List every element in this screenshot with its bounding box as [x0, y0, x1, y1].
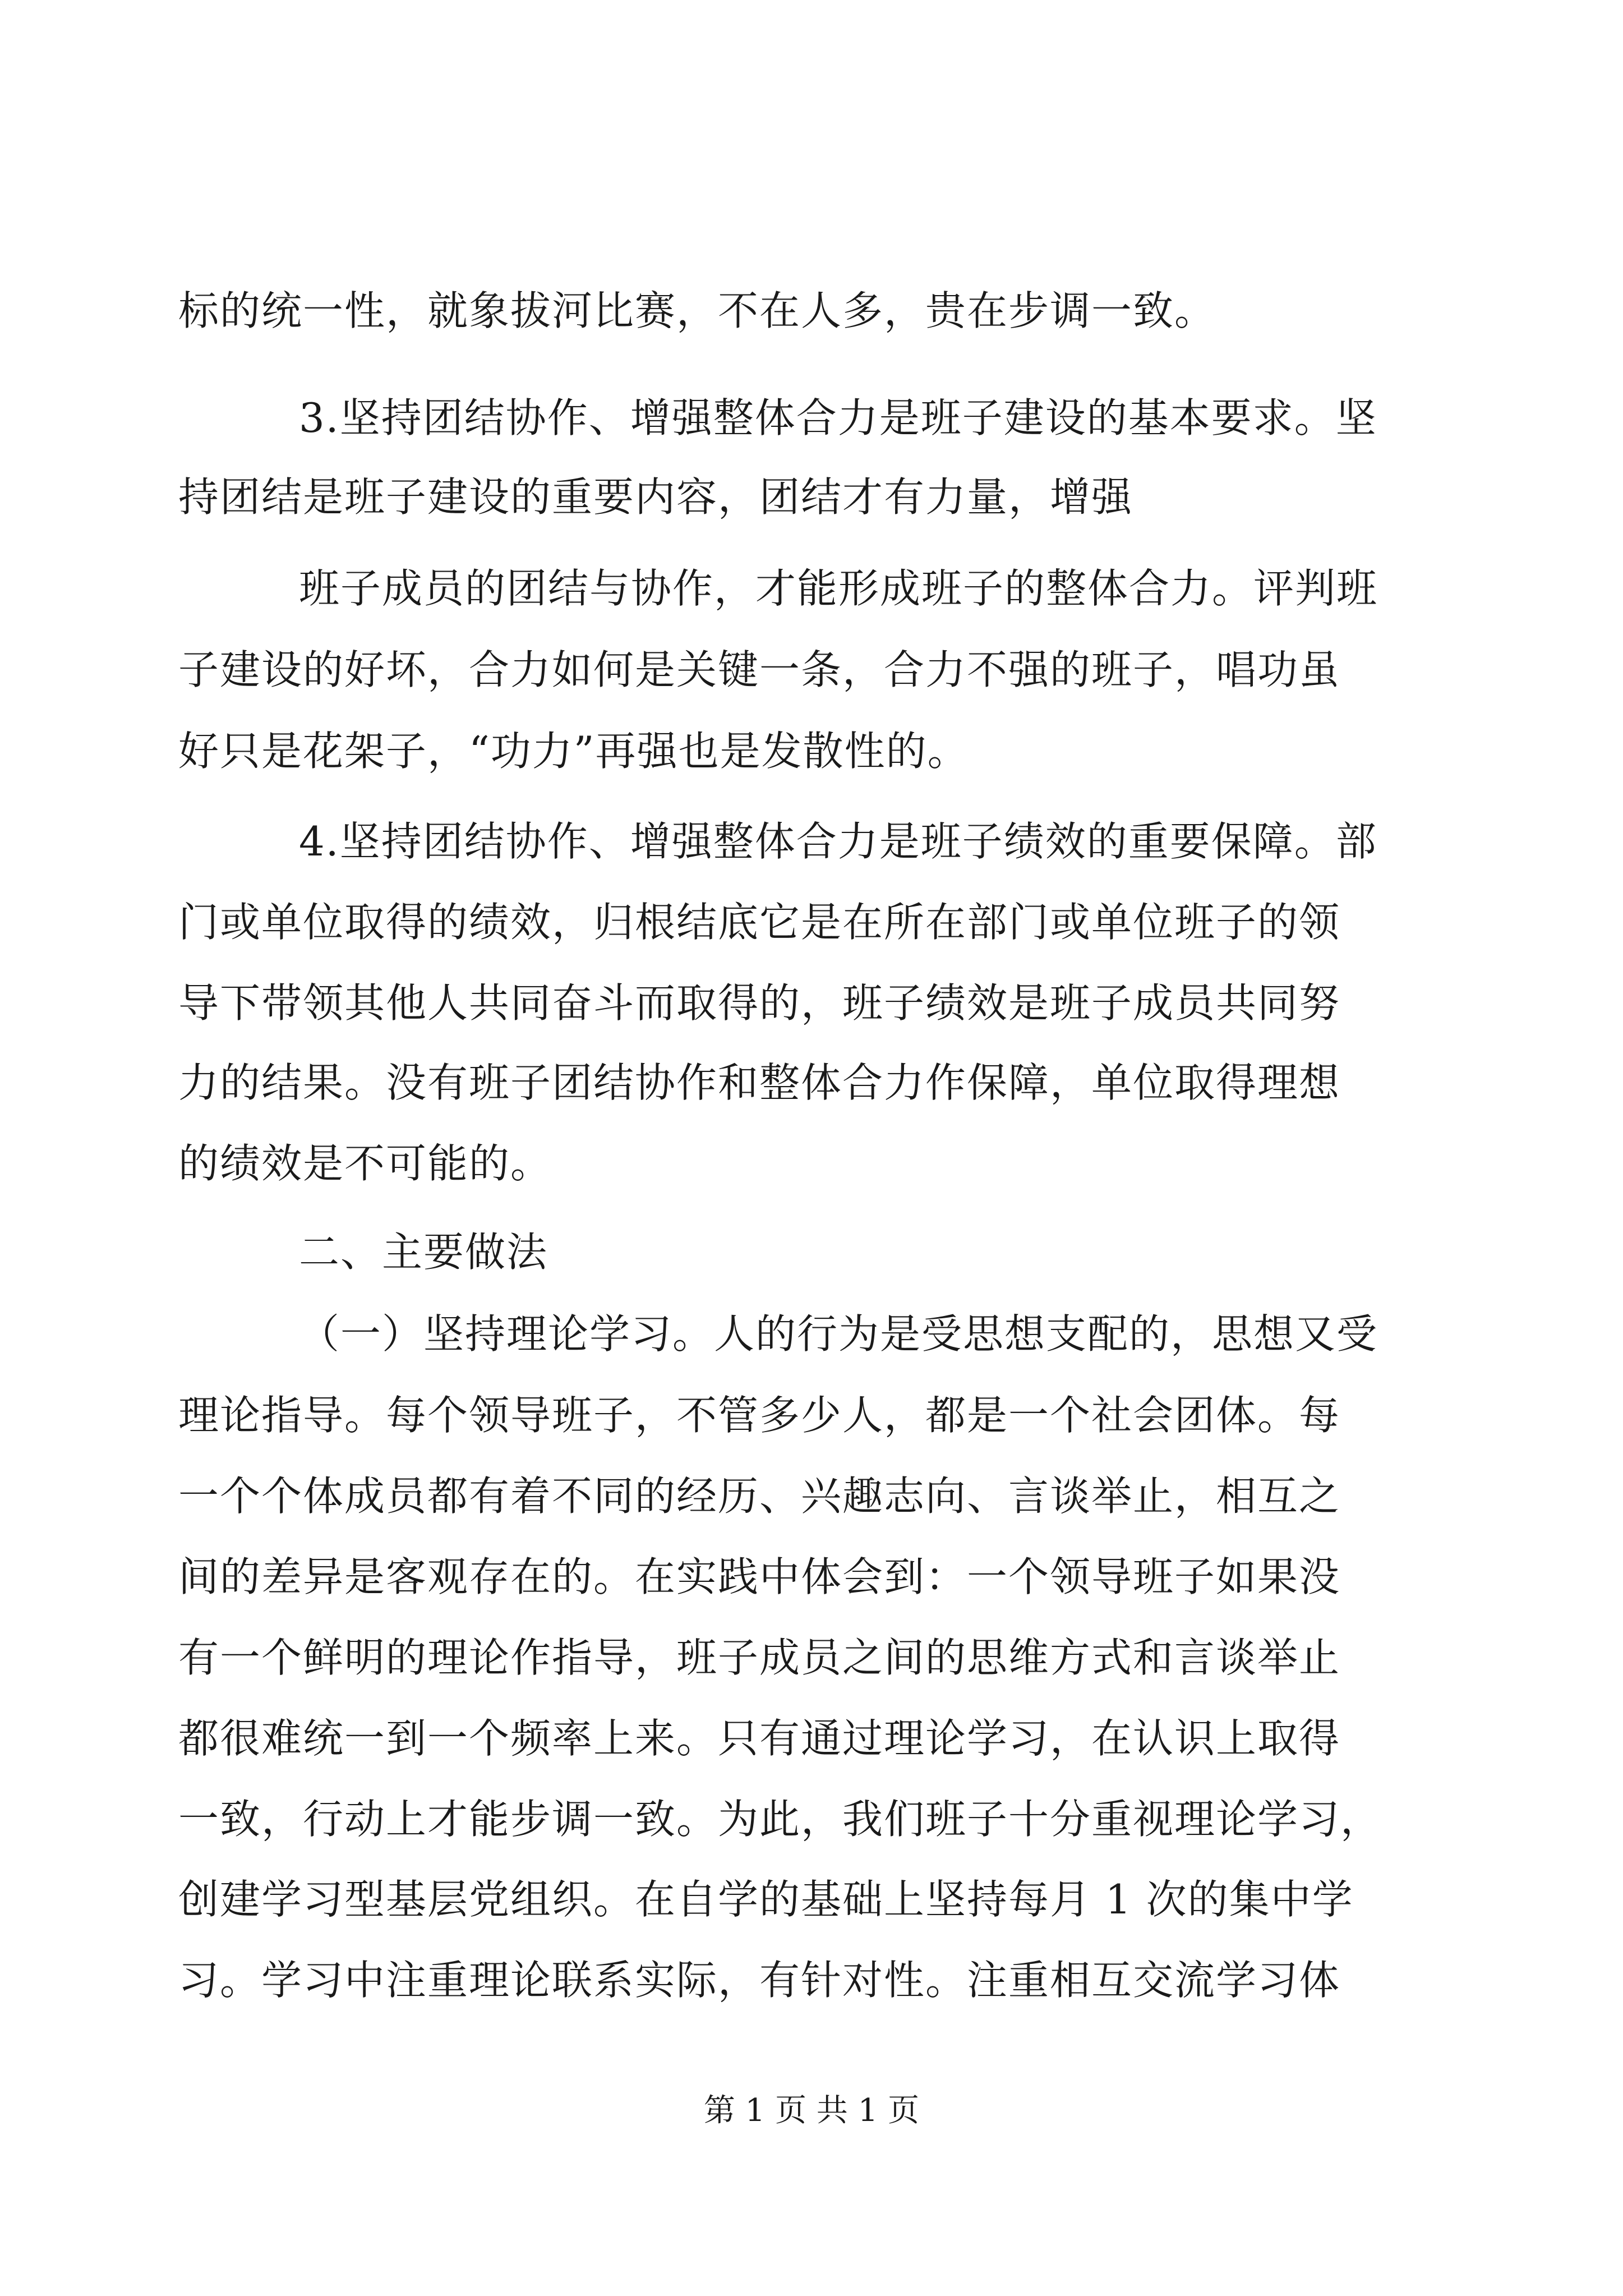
page-footer: 第 1 页 共 1 页: [703, 2092, 920, 2129]
paragraph-line: 3.坚持团结协作、增强整体合力是班子建设的基本要求。坚: [299, 394, 1377, 441]
paragraph-line: 创建学习型基层党组织。在自学的基础上坚持每月 1 次的集中学: [178, 1876, 1354, 1923]
paragraph-line: 标的统一性，就象拔河比赛，不在人多，贵在步调一致。: [178, 287, 1216, 334]
paragraph-line: 力的结果。没有班子团结协作和整体合力作保障，单位取得理想: [178, 1059, 1341, 1106]
paragraph-line: 都很难统一到一个频率上来。只有通过理论学习，在认识上取得: [178, 1715, 1341, 1762]
paragraph-line: 一个个体成员都有着不同的经历、兴趣志向、言谈举止，相互之: [178, 1473, 1341, 1520]
paragraph-line: 好只是花架子，“功力”再强也是发散性的。: [178, 728, 969, 775]
paragraph-line: 班子成员的团结与协作，才能形成班子的整体合力。评判班: [299, 565, 1378, 612]
paragraph-line: 间的差异是客观存在的。在实践中体会到：一个领导班子如果没: [178, 1553, 1341, 1600]
paragraph-line: 习。学习中注重理论联系实际，有针对性。注重相互交流学习体: [178, 1957, 1341, 2004]
paragraph-line: 门或单位取得的绩效，归根结底它是在所在部门或单位班子的领: [178, 899, 1341, 946]
paragraph-line: 持团结是班子建设的重要内容，团结才有力量，增强: [178, 473, 1133, 521]
paragraph-line: 子建设的好坏，合力如何是关键一条，合力不强的班子，唱功虽: [178, 646, 1341, 693]
paragraph-line: 的绩效是不可能的。: [178, 1140, 552, 1187]
paragraph-line: 理论指导。每个领导班子，不管多少人，都是一个社会团体。每: [178, 1392, 1341, 1439]
paragraph-line: 4.坚持团结协作、增强整体合力是班子绩效的重要保障。部: [299, 818, 1377, 865]
paragraph-line: （一）坚持理论学习。人的行为是受思想支配的，思想又受: [299, 1310, 1378, 1358]
paragraph-line: 有一个鲜明的理论作指导，班子成员之间的思维方式和言谈举止: [178, 1634, 1341, 1681]
paragraph-line: 导下带领其他人共同奋斗而取得的，班子绩效是班子成员共同努: [178, 979, 1341, 1027]
section-heading: 二、主要做法: [299, 1228, 548, 1276]
paragraph-line: 一致，行动上才能步调一致。为此，我们班子十分重视理论学习，: [178, 1796, 1382, 1843]
